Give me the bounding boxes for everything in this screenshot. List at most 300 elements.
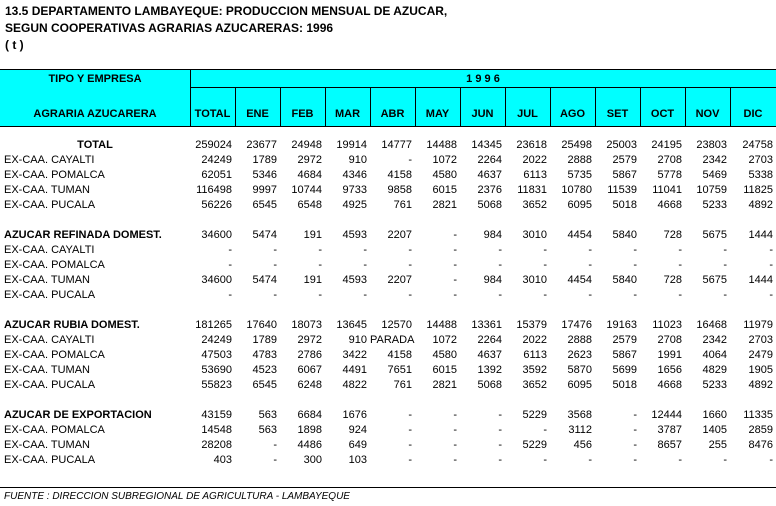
cell-value: -	[543, 453, 547, 466]
cell-value: -	[498, 258, 502, 271]
row-label: EX-CAA. TUMAN	[4, 438, 90, 451]
cell-value: 761	[393, 378, 412, 391]
cell-value: 1676	[342, 408, 367, 421]
cell-value: 5018	[612, 198, 637, 211]
row-label: TOTAL	[77, 138, 113, 151]
cell-value: 4454	[567, 273, 592, 286]
cell-value: 2708	[657, 153, 682, 166]
cell-value: -	[678, 453, 682, 466]
cell-value: 1660	[702, 408, 727, 421]
cell-value: 5474	[252, 228, 277, 241]
cell-value: 14488	[426, 138, 457, 151]
table-unit: ( t )	[5, 38, 24, 52]
column-header-abr: ABR	[380, 108, 405, 120]
cell-value: 6548	[297, 198, 322, 211]
column-header-total: TOTAL	[194, 108, 231, 120]
cell-value: -	[453, 243, 457, 256]
cell-value: 2479	[748, 348, 773, 361]
cell-value: -	[498, 408, 502, 421]
cell-value: 14548	[201, 423, 232, 436]
cell-value: 103	[348, 453, 367, 466]
cell-value: -	[769, 243, 773, 256]
cell-value: -	[633, 423, 637, 436]
cell-value: 2888	[567, 153, 592, 166]
cell-value: 1405	[702, 423, 727, 436]
cell-value: 5870	[567, 363, 592, 376]
cell-value: 9997	[252, 183, 277, 196]
row-label: EX-CAA. TUMAN	[4, 363, 90, 376]
row-label: EX-CAA. PUCALA	[4, 378, 96, 391]
cell-value: -	[769, 453, 773, 466]
cell-value: 24195	[651, 138, 682, 151]
cell-value: 12570	[381, 318, 412, 331]
cell-value: 11023	[652, 318, 682, 331]
cell-value: 255	[708, 438, 727, 451]
header-column-divider	[685, 87, 686, 126]
cell-value: -	[543, 423, 547, 436]
cell-value: 2821	[432, 378, 457, 391]
cell-value: 4593	[342, 228, 367, 241]
row-label: EX-CAA. POMALCA	[4, 168, 105, 181]
column-header-jul: JUL	[517, 108, 538, 120]
row-label: EX-CAA. PUCALA	[4, 288, 96, 301]
cell-value: -	[453, 258, 457, 271]
cell-value: 5233	[702, 378, 727, 391]
cell-value: -	[228, 258, 232, 271]
cell-value: 4892	[748, 198, 773, 211]
table-row	[0, 452, 776, 467]
cell-value: 2022	[522, 333, 547, 346]
row-label: EX-CAA. CAYALTI	[4, 153, 95, 166]
cell-value: 4668	[657, 378, 682, 391]
cell-value: 4637	[477, 168, 502, 181]
cell-value: 43159	[201, 408, 232, 421]
cell-value: 8476	[748, 438, 773, 451]
cell-value: -	[453, 288, 457, 301]
header-year: 1 9 9 6	[466, 73, 500, 85]
column-header-oct: OCT	[650, 108, 675, 120]
cell-value: 984	[483, 273, 502, 286]
cell-value: -	[363, 258, 367, 271]
cell-value: 4593	[342, 273, 367, 286]
cell-value: -	[498, 288, 502, 301]
cell-value: 2579	[612, 153, 637, 166]
cell-value: 5469	[702, 168, 727, 181]
cell-value: -	[408, 288, 412, 301]
cell-value: 728	[663, 228, 682, 241]
cell-value: 47503	[201, 348, 232, 361]
cell-value: 4523	[252, 363, 277, 376]
cell-value: 9733	[342, 183, 367, 196]
group-total-row	[0, 227, 776, 242]
table-row	[0, 287, 776, 302]
cell-value: 924	[348, 423, 367, 436]
cell-value: -	[453, 408, 457, 421]
spacer-row	[0, 212, 776, 227]
cell-value: 17640	[246, 318, 277, 331]
cell-value: -	[363, 243, 367, 256]
data-table	[0, 137, 776, 467]
group-total-row	[0, 407, 776, 422]
cell-value: 4637	[477, 348, 502, 361]
cell-value: 984	[483, 228, 502, 241]
table-row	[0, 257, 776, 272]
row-label: EX-CAA. PUCALA	[4, 453, 96, 466]
cell-value: 16468	[696, 318, 727, 331]
cell-value: 8657	[657, 438, 682, 451]
cell-value: 4580	[432, 168, 457, 181]
cell-value: -	[453, 438, 457, 451]
header-agraria: AGRARIA AZUCARERA	[33, 108, 157, 120]
cell-value: 2579	[612, 333, 637, 346]
cell-value: -	[453, 423, 457, 436]
cell-value: -	[678, 243, 682, 256]
cell-value: 5068	[477, 198, 502, 211]
cell-value: 1905	[748, 363, 773, 376]
cell-value: 1789	[252, 153, 277, 166]
table-row	[0, 167, 776, 182]
cell-value: 4454	[567, 228, 592, 241]
column-header-mar: MAR	[334, 108, 361, 120]
cell-value: 25498	[561, 138, 592, 151]
cell-value: -	[588, 243, 592, 256]
header-year-divider	[190, 87, 776, 88]
header-column-divider	[415, 87, 416, 126]
cell-value: 3422	[342, 348, 367, 361]
cell-value: -	[678, 258, 682, 271]
cell-value: 17476	[561, 318, 592, 331]
cell-value: 25003	[606, 138, 637, 151]
cell-value: 4158	[387, 168, 412, 181]
cell-value: 10744	[291, 183, 322, 196]
cell-value: -	[588, 453, 592, 466]
cell-value: 1392	[477, 363, 502, 376]
cell-value: 14777	[381, 138, 412, 151]
cell-value: 2821	[432, 198, 457, 211]
cell-value: -	[633, 408, 637, 421]
table-header	[0, 69, 776, 127]
cell-value: 4925	[342, 198, 367, 211]
cell-value: 3568	[567, 408, 592, 421]
row-label: EX-CAA. POMALCA	[4, 423, 105, 436]
header-column-divider	[595, 87, 596, 126]
table-row	[0, 377, 776, 392]
cell-value: 5867	[612, 168, 637, 181]
cell-value: 6095	[567, 378, 592, 391]
cell-value: 2022	[522, 153, 547, 166]
header-column-divider	[325, 87, 326, 126]
cell-value: 2859	[748, 423, 773, 436]
cell-value: -	[769, 288, 773, 301]
cell-value: 191	[303, 228, 322, 241]
cell-value: 19914	[336, 138, 367, 151]
header-column-divider	[640, 87, 641, 126]
cell-value: 761	[393, 198, 412, 211]
cell-value: 23677	[246, 138, 277, 151]
header-column-divider	[235, 87, 236, 126]
cell-value: 5338	[748, 168, 773, 181]
cell-value: 5346	[252, 168, 277, 181]
cell-value: 2623	[567, 348, 592, 361]
cell-value: -	[723, 243, 727, 256]
cell-value: 11831	[517, 183, 547, 196]
cell-value: 7651	[387, 363, 412, 376]
cell-value: 53690	[201, 363, 232, 376]
cell-value: -	[633, 453, 637, 466]
cell-value: 11979	[743, 318, 773, 331]
cell-value: 6545	[252, 198, 277, 211]
cell-value: -	[588, 258, 592, 271]
cell-value: -	[543, 288, 547, 301]
header-column-divider	[505, 87, 506, 126]
cell-value: 4346	[342, 168, 367, 181]
cell-value: 4491	[342, 363, 367, 376]
cell-value: 2264	[477, 333, 502, 346]
cell-value: -	[318, 288, 322, 301]
cell-value: 5840	[612, 228, 637, 241]
cell-value: 3652	[522, 378, 547, 391]
cell-value: -	[498, 423, 502, 436]
cell-value: -	[769, 258, 773, 271]
header-column-divider	[550, 87, 551, 126]
row-label: EX-CAA. POMALCA	[4, 258, 105, 271]
cell-value: -	[633, 438, 637, 451]
cell-value: 3592	[522, 363, 547, 376]
cell-value: -	[273, 453, 277, 466]
table-title: 13.5 DEPARTAMENTO LAMBAYEQUE: PRODUCCION MENSUAL DE AZUCAR,	[5, 4, 448, 18]
table-row	[0, 242, 776, 257]
cell-value: 56226	[201, 198, 232, 211]
cell-value: -	[453, 228, 457, 241]
cell-value: 5229	[522, 408, 547, 421]
cell-value: 456	[573, 438, 592, 451]
cell-value: 34600	[201, 273, 232, 286]
cell-value: 6095	[567, 198, 592, 211]
cell-value: -	[273, 288, 277, 301]
cell-value: -	[228, 288, 232, 301]
column-header-dic: DIC	[743, 108, 763, 120]
cell-value: 5068	[477, 378, 502, 391]
cell-value: 1991	[657, 348, 682, 361]
cell-value: 5474	[252, 273, 277, 286]
row-label: EX-CAA. POMALCA	[4, 348, 105, 361]
spacer-row	[0, 302, 776, 317]
cell-value: 4580	[432, 348, 457, 361]
cell-value: 9858	[387, 183, 412, 196]
cell-value: 4158	[387, 348, 412, 361]
table-row	[0, 437, 776, 452]
cell-value: 3010	[522, 228, 547, 241]
cell-value: 62051	[201, 168, 232, 181]
cell-value: -	[633, 288, 637, 301]
cell-value: 2786	[297, 348, 322, 361]
cell-value: -	[408, 453, 412, 466]
cell-value: 3112	[568, 423, 592, 436]
cell-value: -	[498, 243, 502, 256]
cell-value: 2708	[657, 333, 682, 346]
cell-value: 2703	[748, 153, 773, 166]
cell-value: -	[723, 258, 727, 271]
header-column-divider	[370, 87, 371, 126]
table-subtitle: SEGUN COOPERATIVAS AGRARIAS AZUCARERAS: 1996	[5, 21, 334, 35]
cell-value: 13645	[336, 318, 367, 331]
cell-value: 11335	[743, 408, 773, 421]
row-label: EX-CAA. PUCALA	[4, 198, 96, 211]
cell-value: 728	[663, 273, 682, 286]
table-row	[0, 182, 776, 197]
cell-value: 2972	[297, 153, 322, 166]
cell-value: -	[588, 288, 592, 301]
cell-value: -	[678, 288, 682, 301]
row-label: AZUCAR REFINADA DOMEST.	[4, 228, 162, 241]
cell-value: 24249	[201, 333, 232, 346]
cell-value: 12444	[651, 408, 682, 421]
cell-value: 181265	[195, 318, 232, 331]
cell-value: 4684	[297, 168, 322, 181]
cell-value: -	[408, 153, 412, 166]
cell-value: 2264	[477, 153, 502, 166]
cell-value: 13361	[471, 318, 502, 331]
cell-value: 24948	[291, 138, 322, 151]
cell-value: -	[453, 273, 457, 286]
cell-value: 6248	[297, 378, 322, 391]
row-label: EX-CAA. CAYALTI	[4, 333, 95, 346]
cell-value: 5018	[612, 378, 637, 391]
column-header-ago: AGO	[559, 108, 586, 120]
group-total-row	[0, 137, 776, 152]
cell-value: 259024	[195, 138, 232, 151]
cell-value: 24249	[201, 153, 232, 166]
cell-value: 6113	[523, 348, 547, 361]
cell-value: 3787	[657, 423, 682, 436]
cell-value: 2342	[702, 153, 727, 166]
table-row	[0, 362, 776, 377]
row-label: EX-CAA. TUMAN	[4, 273, 90, 286]
cell-value: 5675	[702, 228, 727, 241]
cell-value: PARADA	[370, 333, 415, 346]
cell-value: 14345	[471, 138, 502, 151]
cell-value: -	[273, 258, 277, 271]
cell-value: 5867	[612, 348, 637, 361]
cell-value: 3652	[522, 198, 547, 211]
cell-value: 1072	[432, 153, 457, 166]
cell-value: 910	[348, 333, 367, 346]
cell-value: -	[273, 243, 277, 256]
cell-value: 300	[303, 453, 322, 466]
cell-value: 11825	[743, 183, 773, 196]
cell-value: 2703	[748, 333, 773, 346]
cell-value: 5840	[612, 273, 637, 286]
cell-value: 5229	[522, 438, 547, 451]
cell-value: -	[408, 258, 412, 271]
cell-value: -	[498, 453, 502, 466]
cell-value: 6015	[432, 183, 457, 196]
column-header-nov: NOV	[695, 108, 720, 120]
cell-value: 5675	[702, 273, 727, 286]
cell-value: 6684	[297, 408, 322, 421]
table-row	[0, 197, 776, 212]
cell-value: -	[633, 243, 637, 256]
cell-value: 18073	[291, 318, 322, 331]
cell-value: 34600	[201, 228, 232, 241]
cell-value: 6545	[252, 378, 277, 391]
cell-value: 11539	[607, 183, 637, 196]
footer-divider	[0, 487, 776, 488]
cell-value: 2207	[387, 273, 412, 286]
cell-value: 4822	[342, 378, 367, 391]
cell-value: -	[273, 438, 277, 451]
cell-value: 6015	[432, 363, 457, 376]
table-row	[0, 152, 776, 167]
cell-value: 1898	[297, 423, 322, 436]
header-column-divider	[460, 87, 461, 126]
cell-value: 4668	[657, 198, 682, 211]
cell-value: 4064	[702, 348, 727, 361]
cell-value: -	[318, 243, 322, 256]
cell-value: -	[498, 438, 502, 451]
cell-value: 24758	[742, 138, 773, 151]
cell-value: 2207	[387, 228, 412, 241]
column-header-set: SET	[606, 108, 629, 120]
header-tipo: TIPO Y EMPRESA	[48, 73, 142, 85]
column-header-ene: ENE	[246, 108, 269, 120]
cell-value: 19163	[606, 318, 637, 331]
cell-value: -	[408, 408, 412, 421]
cell-value: -	[633, 258, 637, 271]
cell-value: 403	[213, 453, 232, 466]
cell-value: 563	[258, 423, 277, 436]
cell-value: 3010	[522, 273, 547, 286]
cell-value: 23618	[516, 138, 547, 151]
table-row	[0, 347, 776, 362]
cell-value: 10780	[561, 183, 592, 196]
cell-value: 5699	[612, 363, 637, 376]
spacer-row	[0, 392, 776, 407]
cell-value: 2376	[477, 183, 502, 196]
cell-value: 2972	[297, 333, 322, 346]
cell-value: 649	[348, 438, 367, 451]
cell-value: 6113	[523, 168, 547, 181]
cell-value: 23803	[696, 138, 727, 151]
cell-value: 191	[303, 273, 322, 286]
cell-value: -	[723, 288, 727, 301]
column-header-feb: FEB	[291, 108, 314, 120]
cell-value: 1789	[252, 333, 277, 346]
cell-value: 15379	[516, 318, 547, 331]
cell-value: -	[363, 288, 367, 301]
cell-value: 1444	[748, 273, 773, 286]
cell-value: -	[318, 258, 322, 271]
cell-value: -	[408, 423, 412, 436]
cell-value: 116498	[196, 183, 232, 196]
cell-value: -	[543, 243, 547, 256]
column-header-may: MAY	[425, 108, 450, 120]
header-column-divider	[730, 87, 731, 126]
cell-value: 1656	[657, 363, 682, 376]
cell-value: 4783	[252, 348, 277, 361]
cell-value: 5233	[702, 198, 727, 211]
header-column-divider	[280, 87, 281, 126]
cell-value: 55823	[201, 378, 232, 391]
table-row	[0, 272, 776, 287]
cell-value: -	[408, 243, 412, 256]
cell-value: 5735	[567, 168, 592, 181]
group-total-row	[0, 317, 776, 332]
source-note: FUENTE : DIRECCION SUBREGIONAL DE AGRICULTURA - LAMBAYEQUE	[4, 491, 350, 502]
cell-value: 1072	[432, 333, 457, 346]
cell-value: 11041	[652, 183, 682, 196]
cell-value: 910	[348, 153, 367, 166]
